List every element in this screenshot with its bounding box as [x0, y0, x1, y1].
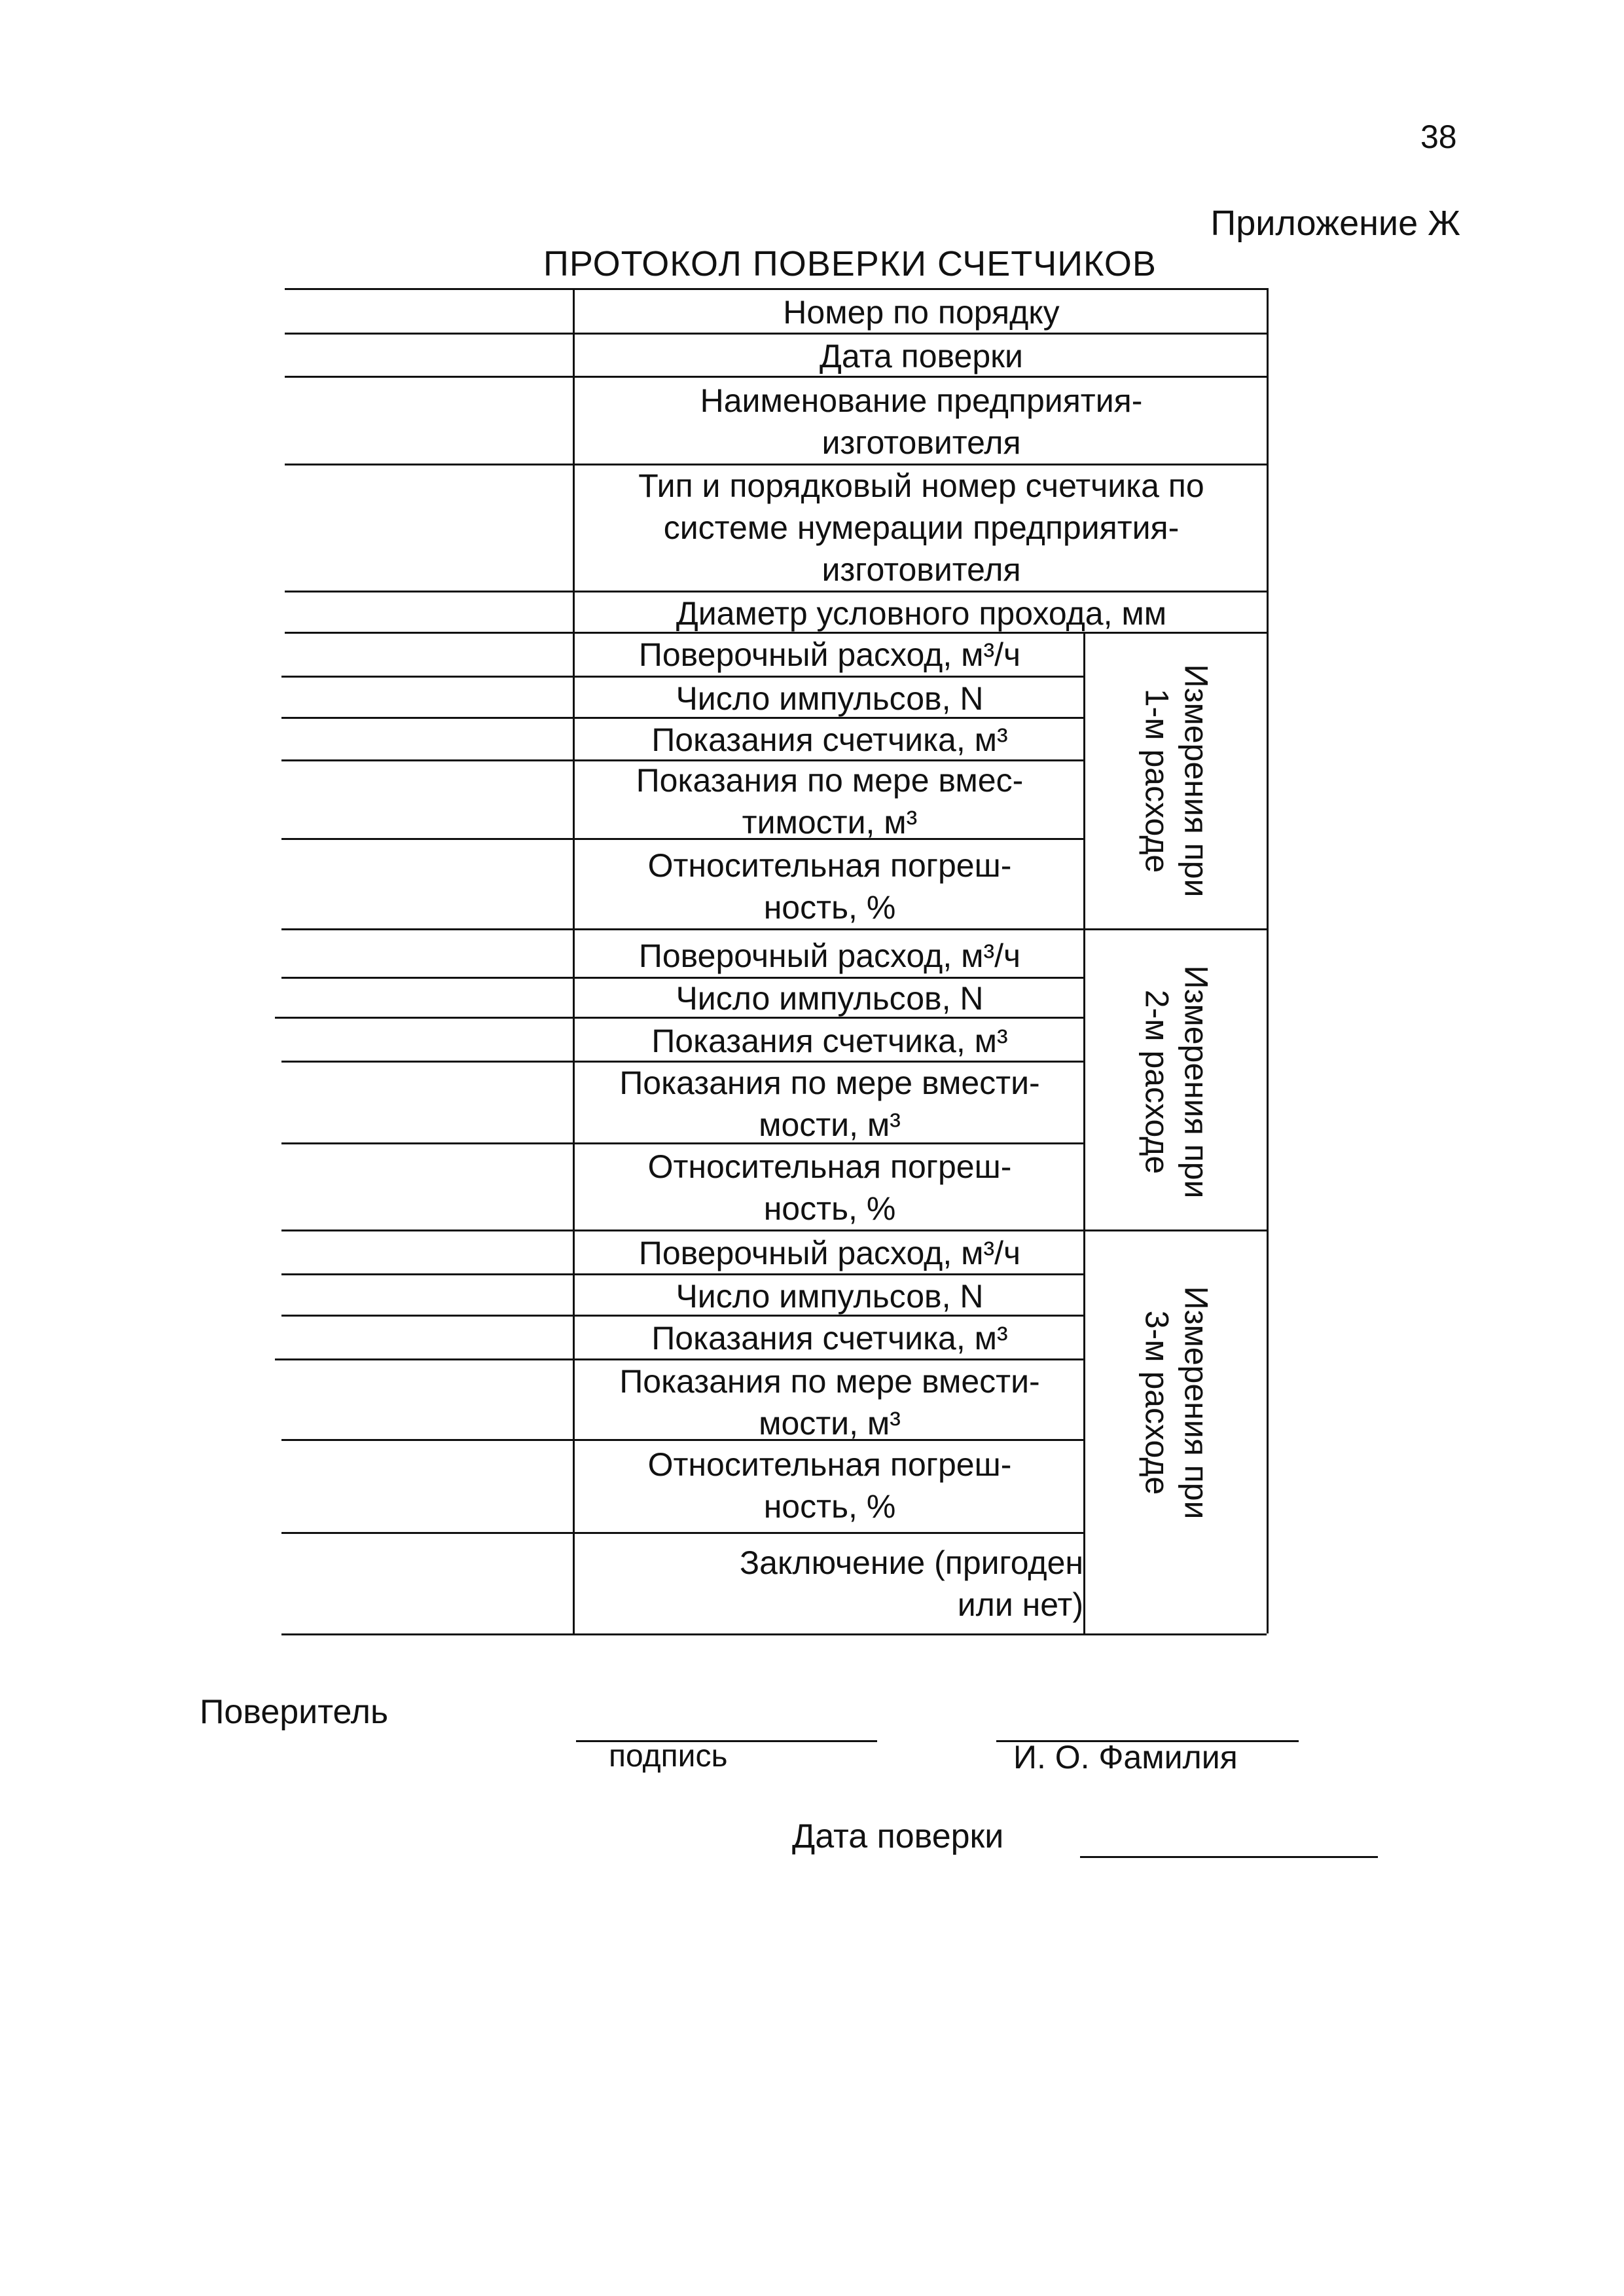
- row-rule: [285, 632, 1267, 634]
- row-rule: [281, 717, 1085, 719]
- verifier-label: Поверитель: [200, 1693, 389, 1731]
- table-bottom-border: [281, 1633, 1267, 1635]
- header-row-date: Дата поверки: [820, 338, 1023, 374]
- row-rule: [281, 838, 1085, 840]
- document-title: ПРОТОКОЛ ПОВЕРКИ СЧЕТЧИКОВ: [543, 244, 1157, 283]
- row-rule: [281, 759, 1085, 761]
- g2-flow-rate: Поверочный расход, м³/ч: [638, 938, 1021, 974]
- row-rule: [285, 333, 1267, 335]
- g3-relative-error: Относительная погреш- ность, %: [647, 1446, 1012, 1525]
- g2-volume-reading: Показания по мере вмести- мости, м³: [619, 1065, 1040, 1143]
- g3-meter-reading: Показания счетчика, м³: [651, 1320, 1008, 1357]
- verification-date-line: [1080, 1856, 1378, 1858]
- row-rule: [281, 1439, 1085, 1441]
- header-row-manufacturer: Наименование предприятия- изготовителя: [700, 382, 1143, 461]
- table-left-border: [573, 288, 575, 1633]
- row-rule: [275, 1358, 1085, 1360]
- g1-pulse-count: Число импульсов, N: [676, 680, 984, 717]
- signature-caption: подпись: [609, 1739, 728, 1774]
- row-rule: [281, 1532, 1085, 1534]
- g3-pulse-count: Число импульсов, N: [676, 1278, 984, 1315]
- group-column-divider: [1083, 632, 1085, 1633]
- g2-pulse-count: Число импульсов, N: [676, 980, 984, 1017]
- header-row-number: Номер по порядку: [783, 294, 1060, 331]
- row-rule: [281, 977, 1085, 979]
- g2-relative-error: Относительная погреш- ность, %: [647, 1148, 1012, 1227]
- appendix-label: Приложение Ж: [1210, 204, 1460, 243]
- row-rule: [285, 464, 1267, 465]
- g1-flow-rate: Поверочный расход, м³/ч: [638, 636, 1021, 673]
- conclusion-cell: Заключение (пригоден или нет): [739, 1544, 1083, 1623]
- g1-volume-reading: Показания по мере вмес- тимости, м³: [636, 762, 1024, 841]
- page-number: 38: [1420, 118, 1457, 155]
- row-rule: [281, 1230, 1267, 1231]
- g3-flow-rate: Поверочный расход, м³/ч: [638, 1235, 1021, 1271]
- header-row-diameter: Диаметр условного прохода, мм: [676, 595, 1167, 632]
- row-rule: [281, 1273, 1085, 1275]
- name-caption: И. О. Фамилия: [1013, 1739, 1238, 1776]
- verification-date-label: Дата поверки: [792, 1817, 1004, 1855]
- group-label-2: Измерения при 2-м расходе: [1138, 965, 1215, 1199]
- table-right-border: [1267, 288, 1269, 1633]
- row-rule: [281, 928, 1267, 930]
- g3-volume-reading: Показания по мере вмести- мости, м³: [619, 1363, 1040, 1442]
- row-rule: [275, 1017, 1085, 1019]
- group-label-1: Измерения при 1-м расходе: [1138, 664, 1215, 898]
- row-rule: [281, 1142, 1085, 1144]
- row-rule: [285, 591, 1267, 592]
- row-rule: [285, 376, 1267, 378]
- g1-relative-error: Относительная погреш- ность, %: [647, 847, 1012, 926]
- g1-meter-reading: Показания счетчика, м³: [651, 721, 1008, 758]
- header-row-meter-type: Тип и порядковый номер счетчика по системе нумерации предприятия- изготовителя: [638, 467, 1204, 588]
- row-rule: [281, 1061, 1085, 1063]
- row-rule: [281, 1315, 1085, 1317]
- row-rule: [285, 288, 1267, 290]
- g2-meter-reading: Показания счетчика, м³: [651, 1023, 1008, 1059]
- group-label-3: Измерения при 3-м расходе: [1138, 1286, 1215, 1520]
- row-rule: [281, 676, 1085, 678]
